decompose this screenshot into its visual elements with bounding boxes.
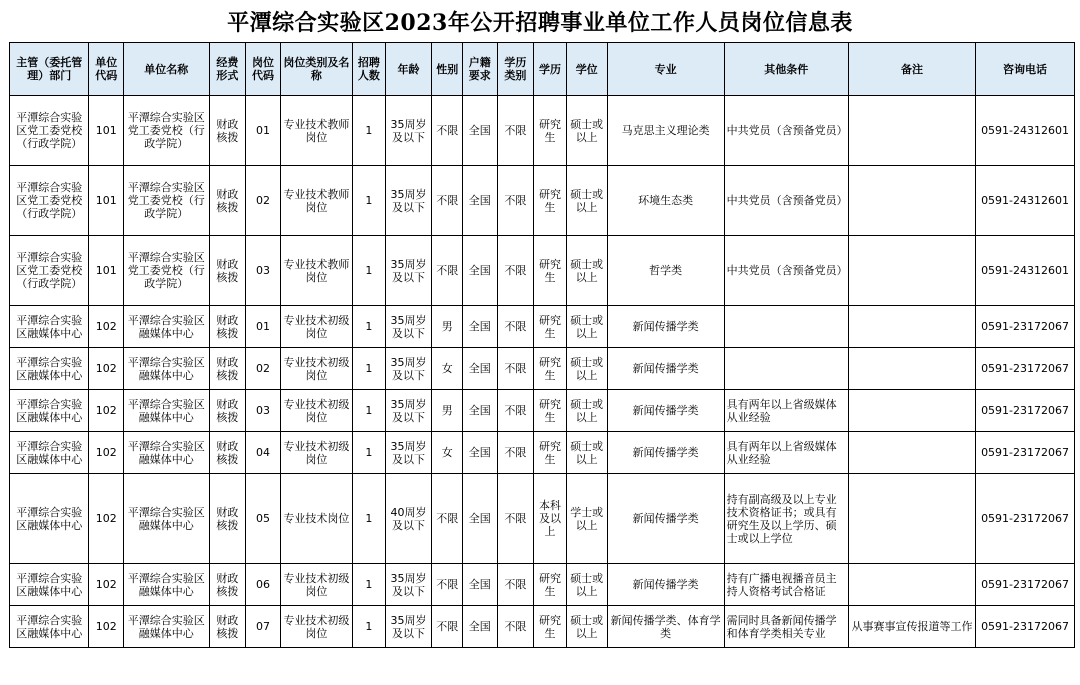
count-cell: 1 (353, 306, 386, 348)
huji-cell: 全国 (463, 390, 498, 432)
remark-cell (848, 390, 975, 432)
huji-cell: 全国 (463, 564, 498, 606)
count-cell: 1 (353, 96, 386, 166)
major-cell: 新闻传播学类 (607, 348, 724, 390)
post-code-cell: 01 (246, 306, 281, 348)
major-cell: 新闻传播学类 (607, 564, 724, 606)
edu-type-cell: 不限 (497, 96, 534, 166)
huji-cell: 全国 (463, 306, 498, 348)
edu-type-cell: 不限 (497, 606, 534, 648)
unit-name-cell: 平潭综合实验区党工委党校（行政学院） (124, 96, 210, 166)
edu-cell: 研究生 (534, 432, 567, 474)
phone-cell: 0591-23172067 (976, 564, 1075, 606)
header-cell: 学位 (566, 43, 607, 96)
header-cell: 户籍要求 (463, 43, 498, 96)
edu-type-cell: 不限 (497, 564, 534, 606)
header-cell: 岗位类别及名称 (280, 43, 352, 96)
unit-code-cell: 102 (89, 474, 124, 564)
funding-cell: 财政核拨 (209, 166, 246, 236)
post-type-cell: 专业技术初级岗位 (280, 432, 352, 474)
huji-cell: 全国 (463, 432, 498, 474)
funding-cell: 财政核拨 (209, 96, 246, 166)
header-cell: 单位代码 (89, 43, 124, 96)
post-type-cell: 专业技术教师岗位 (280, 96, 352, 166)
table-row (10, 166, 1075, 236)
header-cell: 性别 (432, 43, 463, 96)
unit-code-cell: 102 (89, 432, 124, 474)
remark-cell (848, 96, 975, 166)
degree-cell: 硕士或以上 (566, 606, 607, 648)
funding-cell: 财政核拨 (209, 432, 246, 474)
unit-code-cell: 101 (89, 166, 124, 236)
post-code-cell: 06 (246, 564, 281, 606)
unit-name-cell: 平潭综合实验区党工委党校（行政学院） (124, 236, 210, 306)
age-cell: 35周岁及以下 (385, 564, 432, 606)
other-cell: 中共党员（含预备党员） (724, 166, 848, 236)
table-row (10, 96, 1075, 166)
age-cell: 35周岁及以下 (385, 390, 432, 432)
post-type-cell: 专业技术初级岗位 (280, 606, 352, 648)
dept-cell: 平潭综合实验区融媒体中心 (10, 348, 89, 390)
unit-code-cell: 102 (89, 348, 124, 390)
header-cell: 年龄 (385, 43, 432, 96)
dept-cell: 平潭综合实验区融媒体中心 (10, 564, 89, 606)
unit-code-cell: 101 (89, 96, 124, 166)
degree-cell: 学士或以上 (566, 474, 607, 564)
count-cell: 1 (353, 348, 386, 390)
unit-name-cell: 平潭综合实验区融媒体中心 (124, 564, 210, 606)
other-cell: 持有广播电视播音员主持人资格考试合格证 (724, 564, 848, 606)
post-type-cell: 专业技术岗位 (280, 474, 352, 564)
post-code-cell: 05 (246, 474, 281, 564)
phone-cell: 0591-23172067 (976, 474, 1075, 564)
remark-cell (848, 564, 975, 606)
other-cell: 持有副高级及以上专业技术资格证书；或具有研究生及以上学历、硕士或以上学位 (724, 474, 848, 564)
age-cell: 35周岁及以下 (385, 306, 432, 348)
recruitment-table (9, 42, 1075, 648)
unit-name-cell: 平潭综合实验区融媒体中心 (124, 432, 210, 474)
header-cell: 学历 (534, 43, 567, 96)
phone-cell: 0591-24312601 (976, 166, 1075, 236)
funding-cell: 财政核拨 (209, 390, 246, 432)
age-cell: 35周岁及以下 (385, 166, 432, 236)
gender-cell: 不限 (432, 96, 463, 166)
edu-type-cell: 不限 (497, 390, 534, 432)
huji-cell: 全国 (463, 348, 498, 390)
gender-cell: 不限 (432, 236, 463, 306)
gender-cell: 男 (432, 306, 463, 348)
dept-cell: 平潭综合实验区融媒体中心 (10, 432, 89, 474)
table-row (10, 432, 1075, 474)
table-row (10, 564, 1075, 606)
count-cell: 1 (353, 564, 386, 606)
major-cell: 新闻传播学类 (607, 306, 724, 348)
major-cell: 新闻传播学类 (607, 390, 724, 432)
degree-cell: 硕士或以上 (566, 348, 607, 390)
edu-cell: 研究生 (534, 166, 567, 236)
unit-name-cell: 平潭综合实验区融媒体中心 (124, 606, 210, 648)
gender-cell: 女 (432, 348, 463, 390)
edu-type-cell: 不限 (497, 474, 534, 564)
edu-cell: 研究生 (534, 236, 567, 306)
funding-cell: 财政核拨 (209, 306, 246, 348)
post-type-cell: 专业技术初级岗位 (280, 306, 352, 348)
edu-cell: 研究生 (534, 564, 567, 606)
header-cell: 学历类别 (497, 43, 534, 96)
remark-cell (848, 348, 975, 390)
edu-cell: 研究生 (534, 96, 567, 166)
post-type-cell: 专业技术初级岗位 (280, 564, 352, 606)
post-code-cell: 03 (246, 390, 281, 432)
table-row (10, 306, 1075, 348)
table-row (10, 606, 1075, 648)
header-cell: 经费形式 (209, 43, 246, 96)
phone-cell: 0591-23172067 (976, 306, 1075, 348)
post-code-cell: 07 (246, 606, 281, 648)
phone-cell: 0591-24312601 (976, 236, 1075, 306)
dept-cell: 平潭综合实验区融媒体中心 (10, 390, 89, 432)
huji-cell: 全国 (463, 96, 498, 166)
post-code-cell: 03 (246, 236, 281, 306)
unit-code-cell: 102 (89, 606, 124, 648)
post-code-cell: 02 (246, 166, 281, 236)
post-code-cell: 01 (246, 96, 281, 166)
funding-cell: 财政核拨 (209, 606, 246, 648)
other-cell: 具有两年以上省级媒体从业经验 (724, 390, 848, 432)
edu-cell: 研究生 (534, 606, 567, 648)
gender-cell: 女 (432, 432, 463, 474)
other-cell (724, 306, 848, 348)
edu-cell: 研究生 (534, 390, 567, 432)
post-code-cell: 04 (246, 432, 281, 474)
gender-cell: 不限 (432, 606, 463, 648)
unit-code-cell: 102 (89, 390, 124, 432)
phone-cell: 0591-23172067 (976, 348, 1075, 390)
dept-cell: 平潭综合实验区融媒体中心 (10, 606, 89, 648)
header-cell: 招聘人数 (353, 43, 386, 96)
unit-name-cell: 平潭综合实验区党工委党校（行政学院） (124, 166, 210, 236)
unit-name-cell: 平潭综合实验区融媒体中心 (124, 474, 210, 564)
header-cell: 其他条件 (724, 43, 848, 96)
remark-cell: 从事赛事宣传报道等工作 (848, 606, 975, 648)
funding-cell: 财政核拨 (209, 474, 246, 564)
dept-cell: 平潭综合实验区党工委党校（行政学院） (10, 96, 89, 166)
gender-cell: 男 (432, 390, 463, 432)
huji-cell: 全国 (463, 474, 498, 564)
edu-type-cell: 不限 (497, 236, 534, 306)
phone-cell: 0591-23172067 (976, 432, 1075, 474)
post-type-cell: 专业技术初级岗位 (280, 390, 352, 432)
major-cell: 马克思主义理论类 (607, 96, 724, 166)
header-row (10, 43, 1075, 96)
phone-cell: 0591-24312601 (976, 96, 1075, 166)
other-cell: 中共党员（含预备党员） (724, 96, 848, 166)
count-cell: 1 (353, 166, 386, 236)
gender-cell: 不限 (432, 474, 463, 564)
count-cell: 1 (353, 390, 386, 432)
age-cell: 35周岁及以下 (385, 432, 432, 474)
remark-cell (848, 236, 975, 306)
page-title: 平潭综合实验区2023年公开招聘事业单位工作人员岗位信息表 (227, 10, 853, 36)
edu-type-cell: 不限 (497, 432, 534, 474)
huji-cell: 全国 (463, 236, 498, 306)
post-type-cell: 专业技术初级岗位 (280, 348, 352, 390)
count-cell: 1 (353, 606, 386, 648)
other-cell: 中共党员（含预备党员） (724, 236, 848, 306)
post-type-cell: 专业技术教师岗位 (280, 236, 352, 306)
degree-cell: 硕士或以上 (566, 96, 607, 166)
header-cell: 岗位代码 (246, 43, 281, 96)
edu-cell: 研究生 (534, 348, 567, 390)
table-row (10, 236, 1075, 306)
count-cell: 1 (353, 474, 386, 564)
header-cell: 主管（委托管理）部门 (10, 43, 89, 96)
degree-cell: 硕士或以上 (566, 390, 607, 432)
unit-name-cell: 平潭综合实验区融媒体中心 (124, 348, 210, 390)
age-cell: 35周岁及以下 (385, 236, 432, 306)
huji-cell: 全国 (463, 606, 498, 648)
dept-cell: 平潭综合实验区党工委党校（行政学院） (10, 166, 89, 236)
header-cell: 备注 (848, 43, 975, 96)
post-type-cell: 专业技术教师岗位 (280, 166, 352, 236)
unit-code-cell: 102 (89, 306, 124, 348)
degree-cell: 硕士或以上 (566, 166, 607, 236)
age-cell: 35周岁及以下 (385, 348, 432, 390)
count-cell: 1 (353, 432, 386, 474)
table-row (10, 474, 1075, 564)
unit-name-cell: 平潭综合实验区融媒体中心 (124, 306, 210, 348)
phone-cell: 0591-23172067 (976, 606, 1075, 648)
funding-cell: 财政核拨 (209, 564, 246, 606)
edu-type-cell: 不限 (497, 348, 534, 390)
edu-type-cell: 不限 (497, 306, 534, 348)
other-cell: 需同时具备新闻传播学和体育学类相关专业 (724, 606, 848, 648)
remark-cell (848, 166, 975, 236)
phone-cell: 0591-23172067 (976, 390, 1075, 432)
age-cell: 35周岁及以下 (385, 606, 432, 648)
unit-name-cell: 平潭综合实验区融媒体中心 (124, 390, 210, 432)
age-cell: 35周岁及以下 (385, 96, 432, 166)
funding-cell: 财政核拨 (209, 236, 246, 306)
post-code-cell: 02 (246, 348, 281, 390)
other-cell: 具有两年以上省级媒体从业经验 (724, 432, 848, 474)
dept-cell: 平潭综合实验区融媒体中心 (10, 306, 89, 348)
degree-cell: 硕士或以上 (566, 432, 607, 474)
gender-cell: 不限 (432, 564, 463, 606)
major-cell: 新闻传播学类 (607, 432, 724, 474)
remark-cell (848, 474, 975, 564)
table-row (10, 348, 1075, 390)
edu-cell: 本科及以上 (534, 474, 567, 564)
header-cell: 专业 (607, 43, 724, 96)
unit-code-cell: 102 (89, 564, 124, 606)
funding-cell: 财政核拨 (209, 348, 246, 390)
dept-cell: 平潭综合实验区融媒体中心 (10, 474, 89, 564)
header-cell: 单位名称 (124, 43, 210, 96)
edu-type-cell: 不限 (497, 166, 534, 236)
degree-cell: 硕士或以上 (566, 564, 607, 606)
degree-cell: 硕士或以上 (566, 306, 607, 348)
age-cell: 40周岁及以下 (385, 474, 432, 564)
table-row (10, 390, 1075, 432)
gender-cell: 不限 (432, 166, 463, 236)
degree-cell: 硕士或以上 (566, 236, 607, 306)
edu-cell: 研究生 (534, 306, 567, 348)
huji-cell: 全国 (463, 166, 498, 236)
other-cell (724, 348, 848, 390)
header-cell: 咨询电话 (976, 43, 1075, 96)
dept-cell: 平潭综合实验区党工委党校（行政学院） (10, 236, 89, 306)
major-cell: 哲学类 (607, 236, 724, 306)
unit-code-cell: 101 (89, 236, 124, 306)
major-cell: 新闻传播学类、体育学类 (607, 606, 724, 648)
remark-cell (848, 432, 975, 474)
remark-cell (848, 306, 975, 348)
major-cell: 环境生态类 (607, 166, 724, 236)
count-cell: 1 (353, 236, 386, 306)
major-cell: 新闻传播学类 (607, 474, 724, 564)
